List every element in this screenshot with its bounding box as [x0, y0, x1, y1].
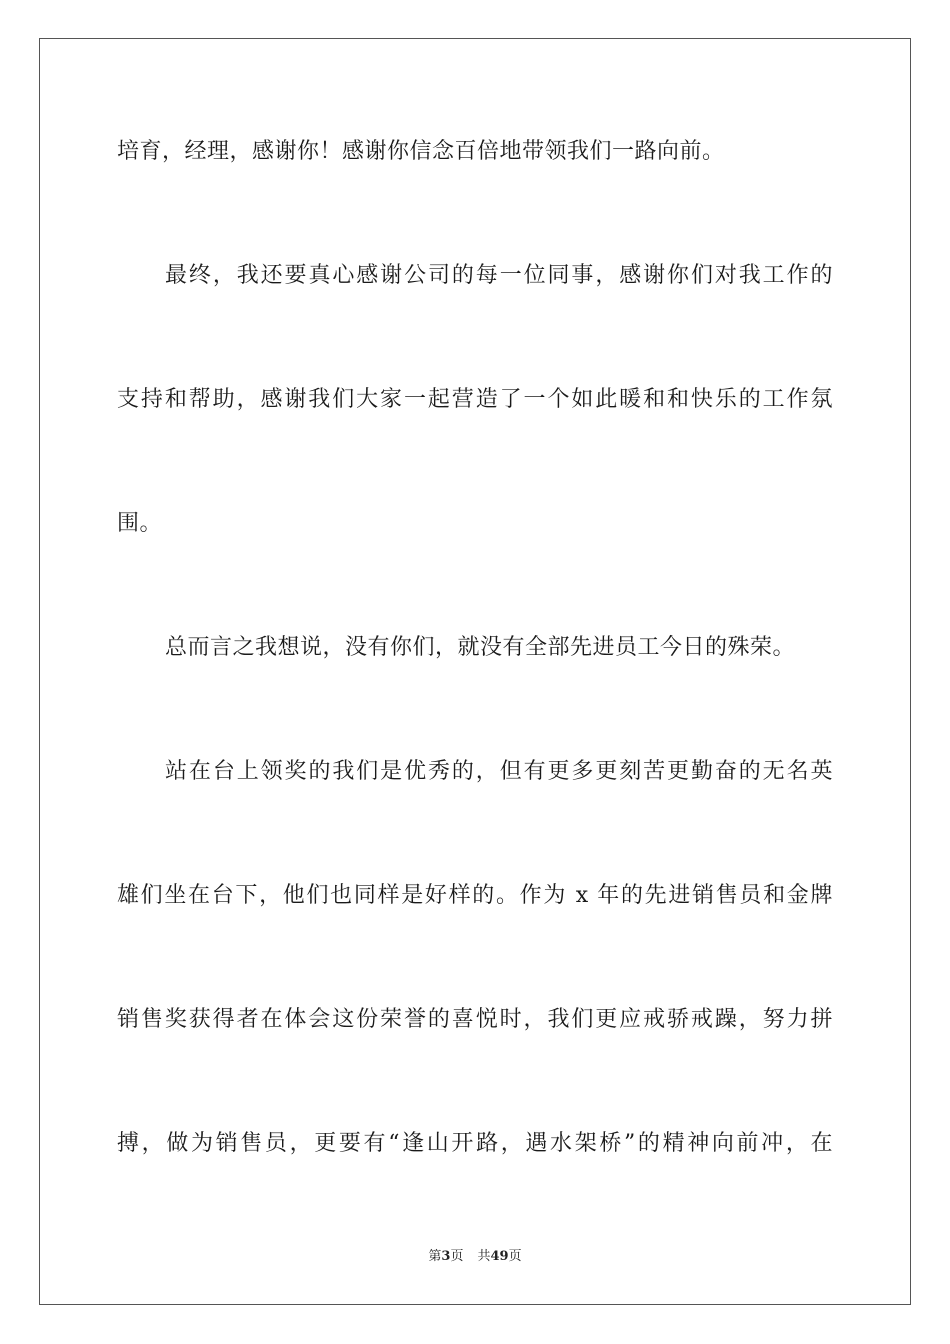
total-suffix: 页	[508, 1249, 522, 1264]
page-prefix: 第	[428, 1249, 442, 1264]
page-footer	[0, 1248, 950, 1266]
page-number: 3	[441, 1249, 451, 1264]
page-frame	[39, 38, 911, 1305]
body-line-4: 围。	[117, 511, 163, 536]
body-line-6: 站在台上领奖的我们是优秀的，但有更多更刻苦更勤奋的无名英	[165, 759, 833, 784]
body-line-3: 支持和帮助，感谢我们大家一起营造了一个如此暖和和快乐的工作氛	[117, 387, 833, 412]
body-line-2: 最终，我还要真心感谢公司的每一位同事，感谢你们对我工作的	[165, 263, 833, 288]
total-prefix: 共	[477, 1249, 491, 1264]
body-line-5: 总而言之我想说，没有你们，就没有全部先进员工今日的殊荣。	[165, 635, 796, 660]
body-line-9: 搏，做为销售员，更要有“逢山开路，遇水架桥”的精神向前冲，在	[117, 1131, 833, 1156]
total-pages: 49	[490, 1249, 509, 1264]
body-line-7: 雄们坐在台下，他们也同样是好样的。作为 x 年的先进销售员和金牌	[117, 883, 833, 908]
page-suffix: 页	[450, 1249, 464, 1264]
body-line-1: 培育，经理，感谢你！感谢你信念百倍地带领我们一路向前。	[117, 139, 725, 164]
body-line-8: 销售奖获得者在体会这份荣誉的喜悦时，我们更应戒骄戒躁，努力拼	[117, 1007, 833, 1032]
